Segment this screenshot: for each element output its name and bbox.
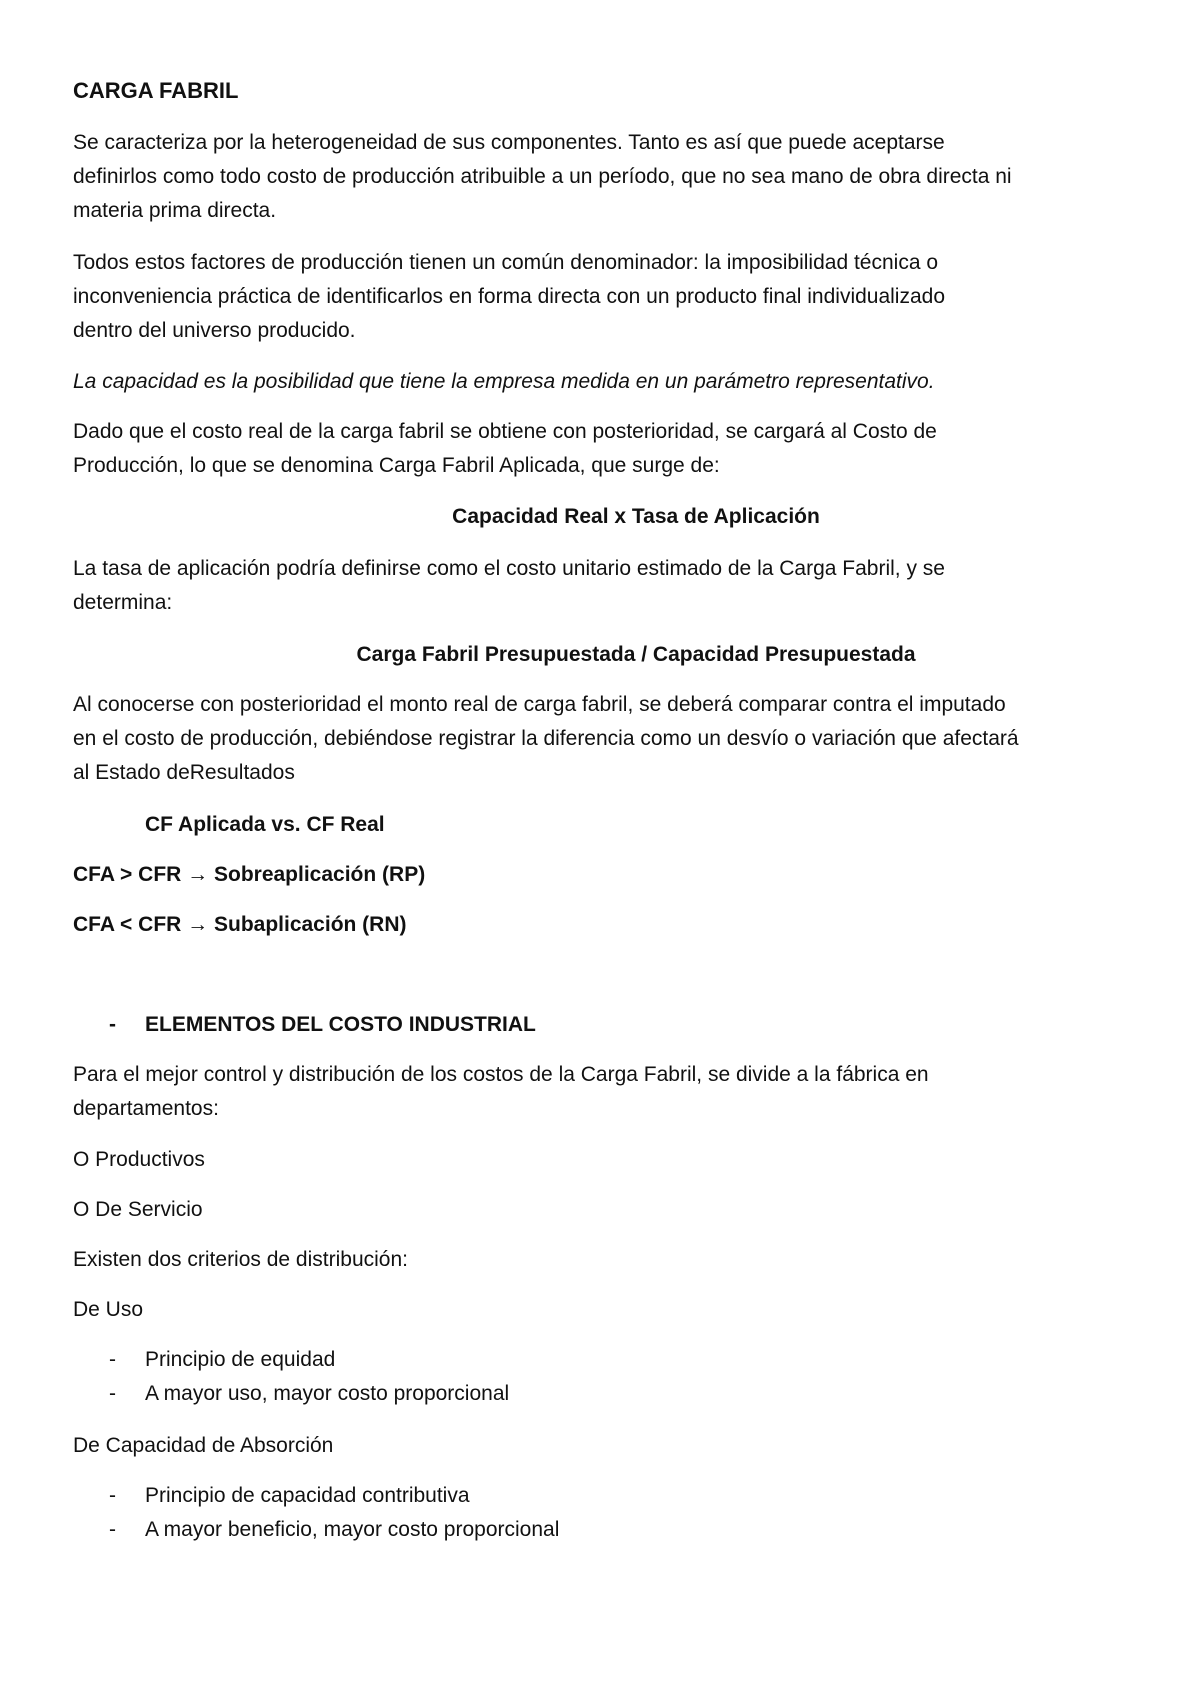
text-line: dentro del universo producido. [73,319,356,342]
text-line: Todos estos factores de producción tienen un común denominador: la imposibilidad técnica o [73,251,939,274]
criterion-use-label: De Uso [73,1298,144,1321]
list-item [109,1513,559,1547]
text-line: departamentos: [73,1097,219,1120]
formula-application-rate: Carga Fabril Presupuestada / Capacidad Presupuestada [356,643,916,666]
text-line: Al conocerse con posterioridad el monto real de carga fabril, se deberá comparar contra el imputado [73,693,1006,716]
capacity-definition: La capacidad es la posibilidad que tiene la empresa medida en un parámetro representativo. [73,370,935,393]
text-line: Se caracteriza por la heterogeneidad de sus componentes. Tanto es así que puede aceptarse [73,131,945,154]
text-line: Producción, lo que se denomina Carga Fabril Aplicada, que surge de: [73,454,720,477]
text-line: inconveniencia práctica de identificarlos en forma directa con un producto final individualizado [73,285,946,308]
department-service: O De Servicio [73,1198,203,1221]
section-heading-elements [109,1008,536,1042]
text-line: al Estado deResultados [73,761,295,784]
list-item-text: A mayor beneficio, mayor costo proporcional [145,1518,560,1541]
text-line: definirlos como todo costo de producción atribuible a un período, que no sea mano de obra directa ni [73,165,1012,188]
dash-marker: - [109,1382,116,1405]
list-item [109,1479,470,1513]
text-line: materia prima directa. [73,199,277,222]
paragraph-variance [73,688,1143,790]
criteria-intro: Existen dos criterios de distribución: [73,1248,408,1271]
paragraph-departments [73,1058,1143,1126]
dash-marker: - [109,1484,116,1507]
paragraph-application-rate [73,552,1143,620]
criterion-absorption-label: De Capacidad de Absorción [73,1434,334,1457]
paragraph-definition [73,126,1143,228]
list-item [109,1377,509,1411]
page-title: CARGA FABRIL [73,78,239,103]
list-item-text: Principio de capacidad contributiva [145,1484,470,1507]
department-productive: O Productivos [73,1148,205,1171]
over-application-rule: CFA > CFR → Sobreaplicación (RP) [73,863,426,886]
section-heading-text: ELEMENTOS DEL COSTO INDUSTRIAL [145,1013,536,1036]
list-item [109,1343,335,1377]
list-item-text: A mayor uso, mayor costo proporcional [145,1382,510,1405]
under-application-rule: CFA < CFR → Subaplicación (RN) [73,913,407,936]
text-line: en el costo de producción, debiéndose registrar la diferencia como un desvío o variación que afectará [73,727,1019,750]
formula-applied-load: Capacidad Real x Tasa de Aplicación [452,505,820,528]
text-line: La tasa de aplicación podría definirse como el costo unitario estimado de la Carga Fabril, y se [73,557,945,580]
cf-comparison: CF Aplicada vs. CF Real [145,813,385,836]
list-item-text: Principio de equidad [145,1348,336,1371]
text-line: Dado que el costo real de la carga fabril se obtiene con posterioridad, se cargará al Costo de [73,420,937,443]
dash-marker: - [109,1518,116,1541]
paragraph-common-denominator [73,246,1143,348]
paragraph-applied-load [73,415,1143,483]
text-line: Para el mejor control y distribución de los costos de la Carga Fabril, se divide a la fábrica en [73,1063,929,1086]
dash-marker: - [109,1348,116,1371]
dash-marker: - [109,1013,116,1036]
text-line: determina: [73,591,173,614]
